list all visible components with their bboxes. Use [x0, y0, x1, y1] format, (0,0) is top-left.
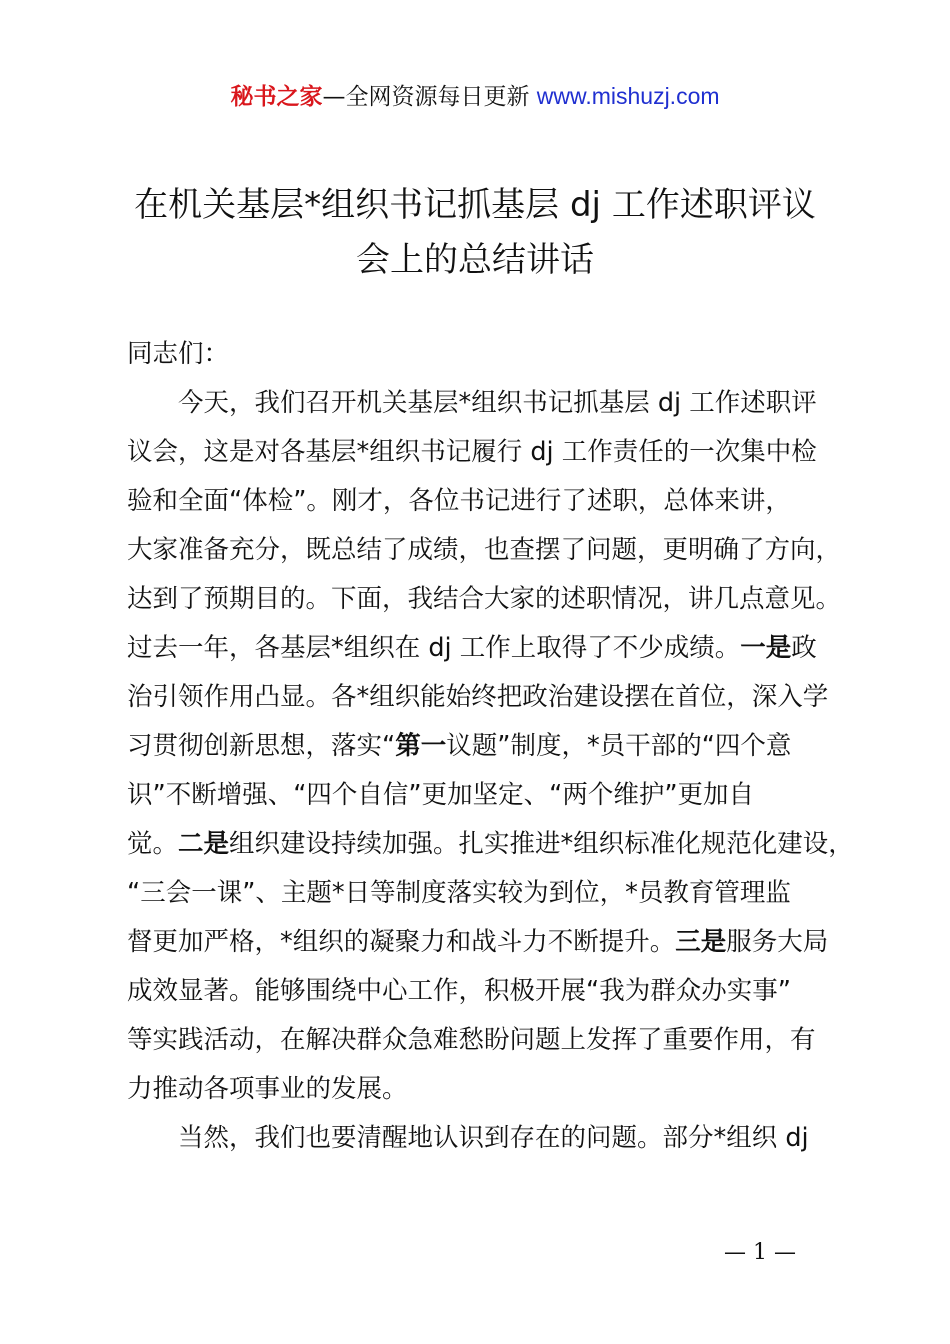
- point-three-label: 三是: [675, 927, 727, 957]
- paragraph-2-text: 督更加严格，*组织的凝聚力和战斗力不断提升。: [127, 927, 676, 957]
- site-url-link[interactable]: www.mishuzj.com: [536, 83, 720, 109]
- paragraph-2-line: 治引领作用凸显。各*组织能始终把政治建设摆在首位，深入学: [127, 682, 829, 712]
- title-line-2: 会上的总结讲话: [356, 240, 594, 280]
- paragraph-2-line: 成效显著。能够围绕中心工作，积极开展“我为群众办实事”: [127, 976, 791, 1006]
- document-title: [110, 178, 840, 288]
- point-one-label: 一是: [740, 633, 792, 663]
- paragraph-2-line: [127, 918, 837, 967]
- paragraph-1-line: 达到了预期目的。下面，我结合大家的述职情况，讲几点意见。: [127, 584, 842, 614]
- paragraph-1-line: 验和全面“体检”。刚才，各位书记进行了述职，总体来讲，: [127, 486, 791, 516]
- paragraph-1-line: 今天，我们召开机关基层*组织书记抓基层 dj 工作述职评: [178, 388, 817, 418]
- paragraph-2-line: 识”不断增强、“四个自信”更加坚定、“两个维护”更加自: [127, 780, 755, 810]
- paragraph-3-line: 当然，我们也要清醒地认识到存在的问题。部分*组织 dj: [178, 1123, 809, 1153]
- paragraph-2-line: [127, 722, 837, 771]
- paragraph-2-line: [127, 820, 854, 869]
- paragraph-2-line: 力推动各项事业的发展。: [127, 1074, 408, 1104]
- header-tagline: —全网资源每日更新: [322, 84, 530, 110]
- paragraph-2-text: 议题”制度，*员干部的“四个意: [446, 731, 792, 761]
- page-number: — 1 —: [724, 1240, 796, 1265]
- document-body: [127, 330, 854, 1163]
- site-header: [0, 80, 950, 113]
- paragraph-1-line: 大家准备充分，既总结了成绩，也查摆了问题，更明确了方向，: [127, 535, 842, 565]
- paragraph-1-line: 议会，这是对各基层*组织书记履行 dj 工作责任的一次集中检: [127, 437, 817, 467]
- brand-name: 秘书之家: [230, 84, 323, 110]
- paragraph-2-text: 组织建设持续加强。扎实推进*组织标准化规范化建设，: [229, 829, 854, 859]
- paragraph-2-text: 习贯彻创新思想，落实“: [127, 731, 396, 761]
- point-two-label: 二是: [178, 829, 230, 859]
- paragraph-2-line: “三会一课”、主题*日等制度落实较为到位，*员教育管理监: [127, 878, 791, 908]
- title-line-1: 在机关基层*组织书记抓基层 dj 工作述职评议: [134, 185, 816, 225]
- paragraph-2-text: 过去一年，各基层*组织在 dj 工作上取得了不少成绩。: [127, 633, 741, 663]
- paragraph-2-line: [127, 624, 837, 673]
- paragraph-2-text: 服务大局: [726, 927, 829, 957]
- salutation: 同志们：: [127, 339, 230, 369]
- paragraph-2-text: 政: [791, 633, 817, 663]
- first-topic-label: 第一: [395, 731, 447, 761]
- paragraph-2-line: 等实践活动，在解决群众急难愁盼问题上发挥了重要作用，有: [127, 1025, 816, 1055]
- paragraph-2-text: 觉。: [127, 829, 179, 859]
